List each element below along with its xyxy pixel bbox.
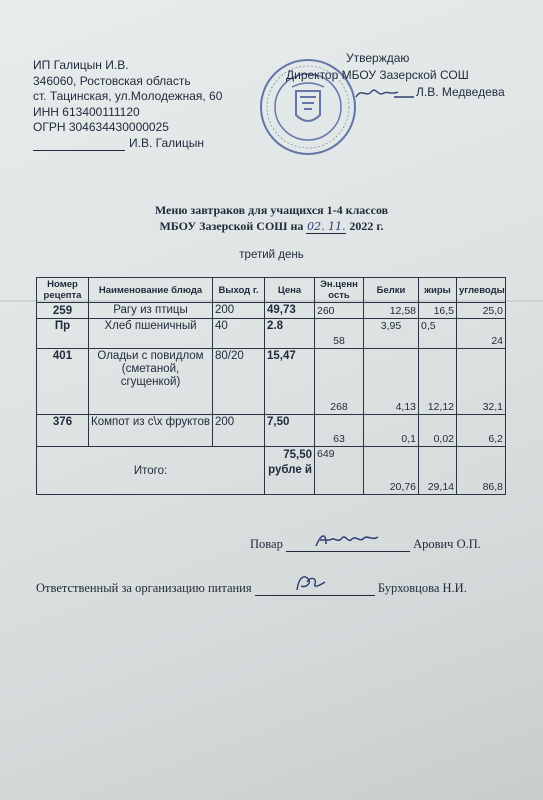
- dish-name: Оладьи с повидлом (сметаной, сгущенкой): [89, 349, 213, 415]
- approval-position: Директор МБОУ Зазерской СОШ: [286, 68, 469, 82]
- header-protein: Белки: [364, 278, 419, 303]
- sender-signer: И.В. Галицын: [129, 135, 204, 150]
- total-label: Итого:: [37, 447, 265, 495]
- dish-carbs: 24: [457, 319, 506, 349]
- school-name: МБОУ Зазерской СОШ: [159, 219, 288, 233]
- dish-carbs: 25,0: [457, 303, 506, 319]
- header-name: Наименование блюда: [89, 278, 213, 303]
- responsible-label: Ответственный за организацию питания: [36, 581, 252, 595]
- title-on: на: [290, 219, 304, 233]
- signature-blank: [33, 150, 125, 151]
- dish-protein: 3,95: [364, 319, 419, 349]
- menu-title: Меню завтраков для учащихся 1-4 классов: [154, 203, 389, 217]
- approval-signer: Л.В. Медведева: [416, 85, 505, 99]
- header-fat: жиры: [419, 278, 457, 303]
- table-header-row: [37, 278, 506, 303]
- director-signature-icon: [354, 85, 416, 101]
- recipe-number: 259: [37, 303, 89, 319]
- responsible-signature-line: [36, 579, 467, 596]
- header-number: Номер рецепта: [37, 278, 89, 303]
- dish-output: 200: [213, 415, 265, 447]
- table-row: [37, 349, 506, 415]
- sender-ogrn: ОГРН 304634430000025: [33, 120, 169, 134]
- responsible-signature-blank: [255, 579, 375, 596]
- dish-fat: 16,5: [419, 303, 457, 319]
- dish-price: 2.8: [265, 319, 315, 349]
- dish-energy: 260: [315, 303, 364, 319]
- dish-fat: 0,5: [419, 319, 457, 349]
- menu-subtitle: [0, 219, 543, 234]
- dish-energy: 58: [315, 319, 364, 349]
- sender-address: ст. Тацинская, ул.Молодежная, 60: [33, 89, 223, 103]
- dish-name: Рагу из птицы: [89, 303, 213, 319]
- cook-name: Арович О.П.: [413, 537, 481, 551]
- dish-name: Компот из с\х фруктов: [89, 415, 213, 447]
- dish-name: Хлеб пшеничный: [89, 319, 213, 349]
- responsible-name: Бурховцова Н.И.: [377, 581, 467, 595]
- total-price: 75,50 рубле й: [265, 447, 315, 495]
- dish-price: 49,73: [265, 303, 315, 319]
- header-price: Цена: [265, 278, 315, 303]
- dish-price: 15,47: [265, 349, 315, 415]
- sender-name: ИП Галицын И.В.: [33, 58, 129, 72]
- menu-day: третий день: [239, 249, 304, 261]
- dish-protein: 4,13: [364, 349, 419, 415]
- cook-label: Повар: [250, 537, 283, 551]
- table-row: [37, 303, 506, 319]
- total-energy: 649: [315, 447, 364, 495]
- handwritten-date: 02. 11.: [307, 220, 346, 233]
- recipe-number: 401: [37, 349, 89, 415]
- recipe-number: 376: [37, 415, 89, 447]
- dish-carbs: 32,1: [457, 349, 506, 415]
- sender-inn: ИНН 613400111120: [33, 104, 140, 119]
- dish-fat: 0,02: [419, 415, 457, 447]
- approval-heading: Утверждаю: [346, 51, 410, 65]
- sender-postcode: 346060, Ростовская область: [33, 73, 191, 88]
- dish-protein: 12,58: [364, 303, 419, 319]
- table-row: [37, 319, 506, 349]
- cook-signature-icon: [312, 530, 382, 550]
- approval-signature-line: [286, 84, 505, 101]
- dish-protein: 0,1: [364, 415, 419, 447]
- dish-output: 200: [213, 303, 265, 319]
- sender-signature-line: [33, 136, 222, 152]
- header-energy: Эн.ценн ость: [315, 278, 364, 303]
- dish-energy: 268: [315, 349, 364, 415]
- total-carbs: 86,8: [457, 447, 506, 495]
- table-row: [37, 415, 506, 447]
- dish-output: 40: [213, 319, 265, 349]
- total-fat: 29,14: [419, 447, 457, 495]
- approval-block: [286, 50, 505, 101]
- dish-fat: 12,12: [419, 349, 457, 415]
- responsible-signature-icon: [291, 572, 331, 594]
- cook-signature-line: [250, 535, 481, 552]
- total-protein: 20,76: [364, 447, 419, 495]
- dish-price: 7,50: [265, 415, 315, 447]
- dish-energy: 63: [315, 415, 364, 447]
- sender-details: [33, 58, 222, 151]
- dish-output: 80/20: [213, 349, 265, 415]
- header-output: Выход г.: [213, 278, 265, 303]
- dish-carbs: 6,2: [457, 415, 506, 447]
- recipe-number: Пр: [37, 319, 89, 349]
- header-carbs: углеводы: [457, 278, 506, 303]
- cook-signature-blank: [286, 535, 410, 552]
- menu-table: [36, 277, 506, 495]
- title-year: 2022 г.: [349, 219, 384, 233]
- table-total-row: [37, 447, 506, 495]
